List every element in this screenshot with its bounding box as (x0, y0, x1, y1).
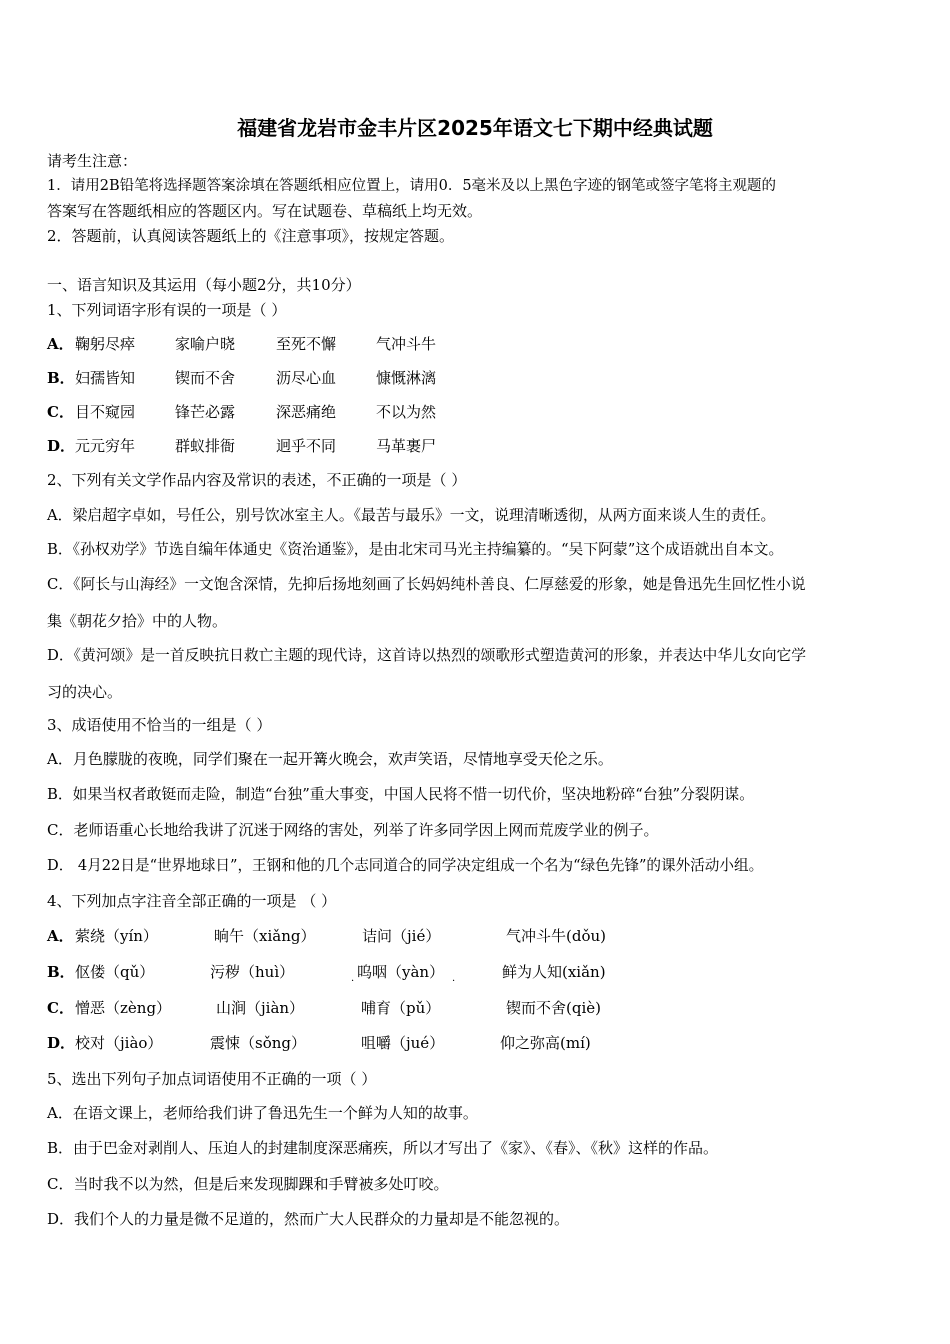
option-word: 山涧（jiàn） (216, 999, 305, 1017)
option-word: 哺育（pǔ） (361, 999, 441, 1017)
option-word: 不以为然 (376, 403, 437, 421)
option-label: A． (47, 927, 74, 945)
notice-item-1-line-1: 1．请用2B铅笔将选择题答案涂填在答题纸相应位置上，请用0．5毫米及以上黑色字迹的钢笔或签字笔将主观题的 (47, 178, 777, 194)
question-stem: 3、成语使用不恰当的一组是（ ） (47, 716, 272, 734)
option-word: 气冲斗牛 (376, 335, 437, 353)
question-stem: 1、下列词语字形有误的一项是（ ） (47, 301, 287, 319)
option-word: 迥乎不同 (276, 437, 337, 455)
notice-heading: 请考生注意： (47, 152, 138, 170)
option-a: A．月色朦胧的夜晚，同学们聚在一起开篝火晚会，欢声笑语，尽情地享受天伦之乐。 (47, 750, 613, 768)
option-a: A．梁启超字卓如，号任公，别号饮冰室主人。《最苦与最乐》一文，说理清晰透彻，从两方面来谈人生的责任。 (47, 507, 776, 524)
option-word: 震悚（sǒng） (210, 1034, 306, 1052)
emphasis-dot: · (452, 976, 456, 987)
option-d: D． 4月22日是“世界地球日”，王钢和他的几个志同道合的同学决定组成一个名为“绿色先锋”的课外活动小组。 (47, 857, 764, 874)
option-word: 家喻户晓 (175, 335, 236, 353)
option-word: 校对（jiào） (75, 1034, 163, 1052)
question-stem: 4、下列加点字注音全部正确的一项是 （ ） (47, 892, 337, 910)
option-word: 至死不懈 (276, 335, 337, 353)
option-word: 萦绕（yín） (75, 927, 158, 945)
option-word: 气冲斗牛(dǒu) (506, 927, 606, 945)
option-b: B．由于巴金对剥削人、压迫人的封建制度深恶痛疾，所以才写出了《家》、《春》、《秋》这样的作品。 (47, 1139, 719, 1157)
option-word: 伛偻（qǔ） (75, 963, 155, 981)
question-stem: 5、选出下列句子加点词语使用不正确的一项（ ） (47, 1070, 377, 1088)
option-word: 深恶痛绝 (276, 403, 337, 421)
option-b: B．《孙权劝学》节选自编年体通史《资治通鉴》，是由北宋司马光主持编纂的。“吴下阿蒙”这个成语就出自本文。 (47, 541, 784, 558)
option-label: C． (47, 999, 74, 1017)
notice-item-2: 2．答题前，认真阅读答题纸上的《注意事项》，按规定答题。 (47, 227, 455, 245)
question-stem: 2、下列有关文学作品内容及常识的表述，不正确的一项是（ ） (47, 471, 467, 489)
option-b: B．如果当权者敢铤而走险，制造“台独”重大事变，中国人民将不惜一切代价，坚决地粉碎“台独”分裂阴谋。 (47, 786, 754, 803)
option-word: 群蚁排衙 (175, 437, 236, 455)
option-a: A．在语文课上，老师给我们讲了鲁迅先生一个鲜为人知的故事。 (47, 1104, 478, 1122)
option-d: D．我们个人的力量是微不足道的，然而广大人民群众的力量却是不能忽视的。 (47, 1210, 570, 1228)
option-word: 诘问（jié） (362, 927, 441, 945)
option-label: D． (47, 437, 76, 455)
option-word: 锲而不舍 (175, 369, 236, 387)
option-word: 沥尽心血 (276, 369, 337, 387)
option-word: 晌午（xiǎng） (214, 927, 316, 945)
option-word: 慷慨淋漓 (376, 369, 437, 387)
option-word: 锲而不舍(qiè) (506, 999, 601, 1017)
option-c-line-2: 集《朝花夕拾》中的人物。 (47, 612, 228, 630)
option-label: D． (47, 1034, 76, 1052)
option-c-line-1: C．《阿长与山海经》一文饱含深情，先抑后扬地刻画了长妈妈纯朴善良、仁厚慈爱的形象，她是鲁迅先生回忆性小说 (47, 576, 806, 593)
page-title: 福建省龙岩市金丰片区2025年语文七下期中经典试题 (237, 116, 713, 140)
option-d-line-1: D．《黄河颂》是一首反映抗日救亡主题的现代诗，这首诗以热烈的颂歌形式塑造黄河的形象，并表达中华儿女向它学 (47, 647, 807, 664)
option-word: 呜咽（yàn） (357, 963, 445, 981)
option-c: C．当时我不以为然，但是后来发现脚踝和手臂被多处叮咬。 (47, 1175, 449, 1193)
option-word: 马革裹尸 (376, 437, 437, 455)
option-d-line-2: 习的决心。 (47, 683, 123, 701)
option-word: 咀嚼（jué） (361, 1034, 445, 1052)
emphasis-dot: · (351, 976, 355, 987)
option-word: 鞠躬尽瘁 (75, 335, 136, 353)
option-word: 憎恶（zèng） (75, 999, 172, 1017)
option-word: 污秽（huì） (210, 963, 295, 981)
option-label: A． (47, 335, 74, 353)
option-label: C． (47, 403, 74, 421)
option-word: 鲜为人知(xiǎn) (502, 963, 606, 981)
option-label: B． (47, 369, 75, 387)
option-word: 妇孺皆知 (75, 369, 136, 387)
option-label: B． (47, 963, 75, 981)
option-word: 仰之弥高(mí) (500, 1034, 591, 1052)
option-word: 目不窥园 (75, 403, 136, 421)
option-word: 锋芒必露 (175, 403, 236, 421)
option-word: 元元穷年 (75, 437, 136, 455)
notice-item-1-line-2: 答案写在答题纸相应的答题区内。写在试题卷、草稿纸上均无效。 (47, 202, 483, 220)
section-heading: 一、语言知识及其运用（每小题2分，共10分） (47, 276, 361, 294)
option-c: C．老师语重心长地给我讲了沉迷于网络的害处，列举了许多同学因上网而荒废学业的例子。 (47, 821, 659, 839)
